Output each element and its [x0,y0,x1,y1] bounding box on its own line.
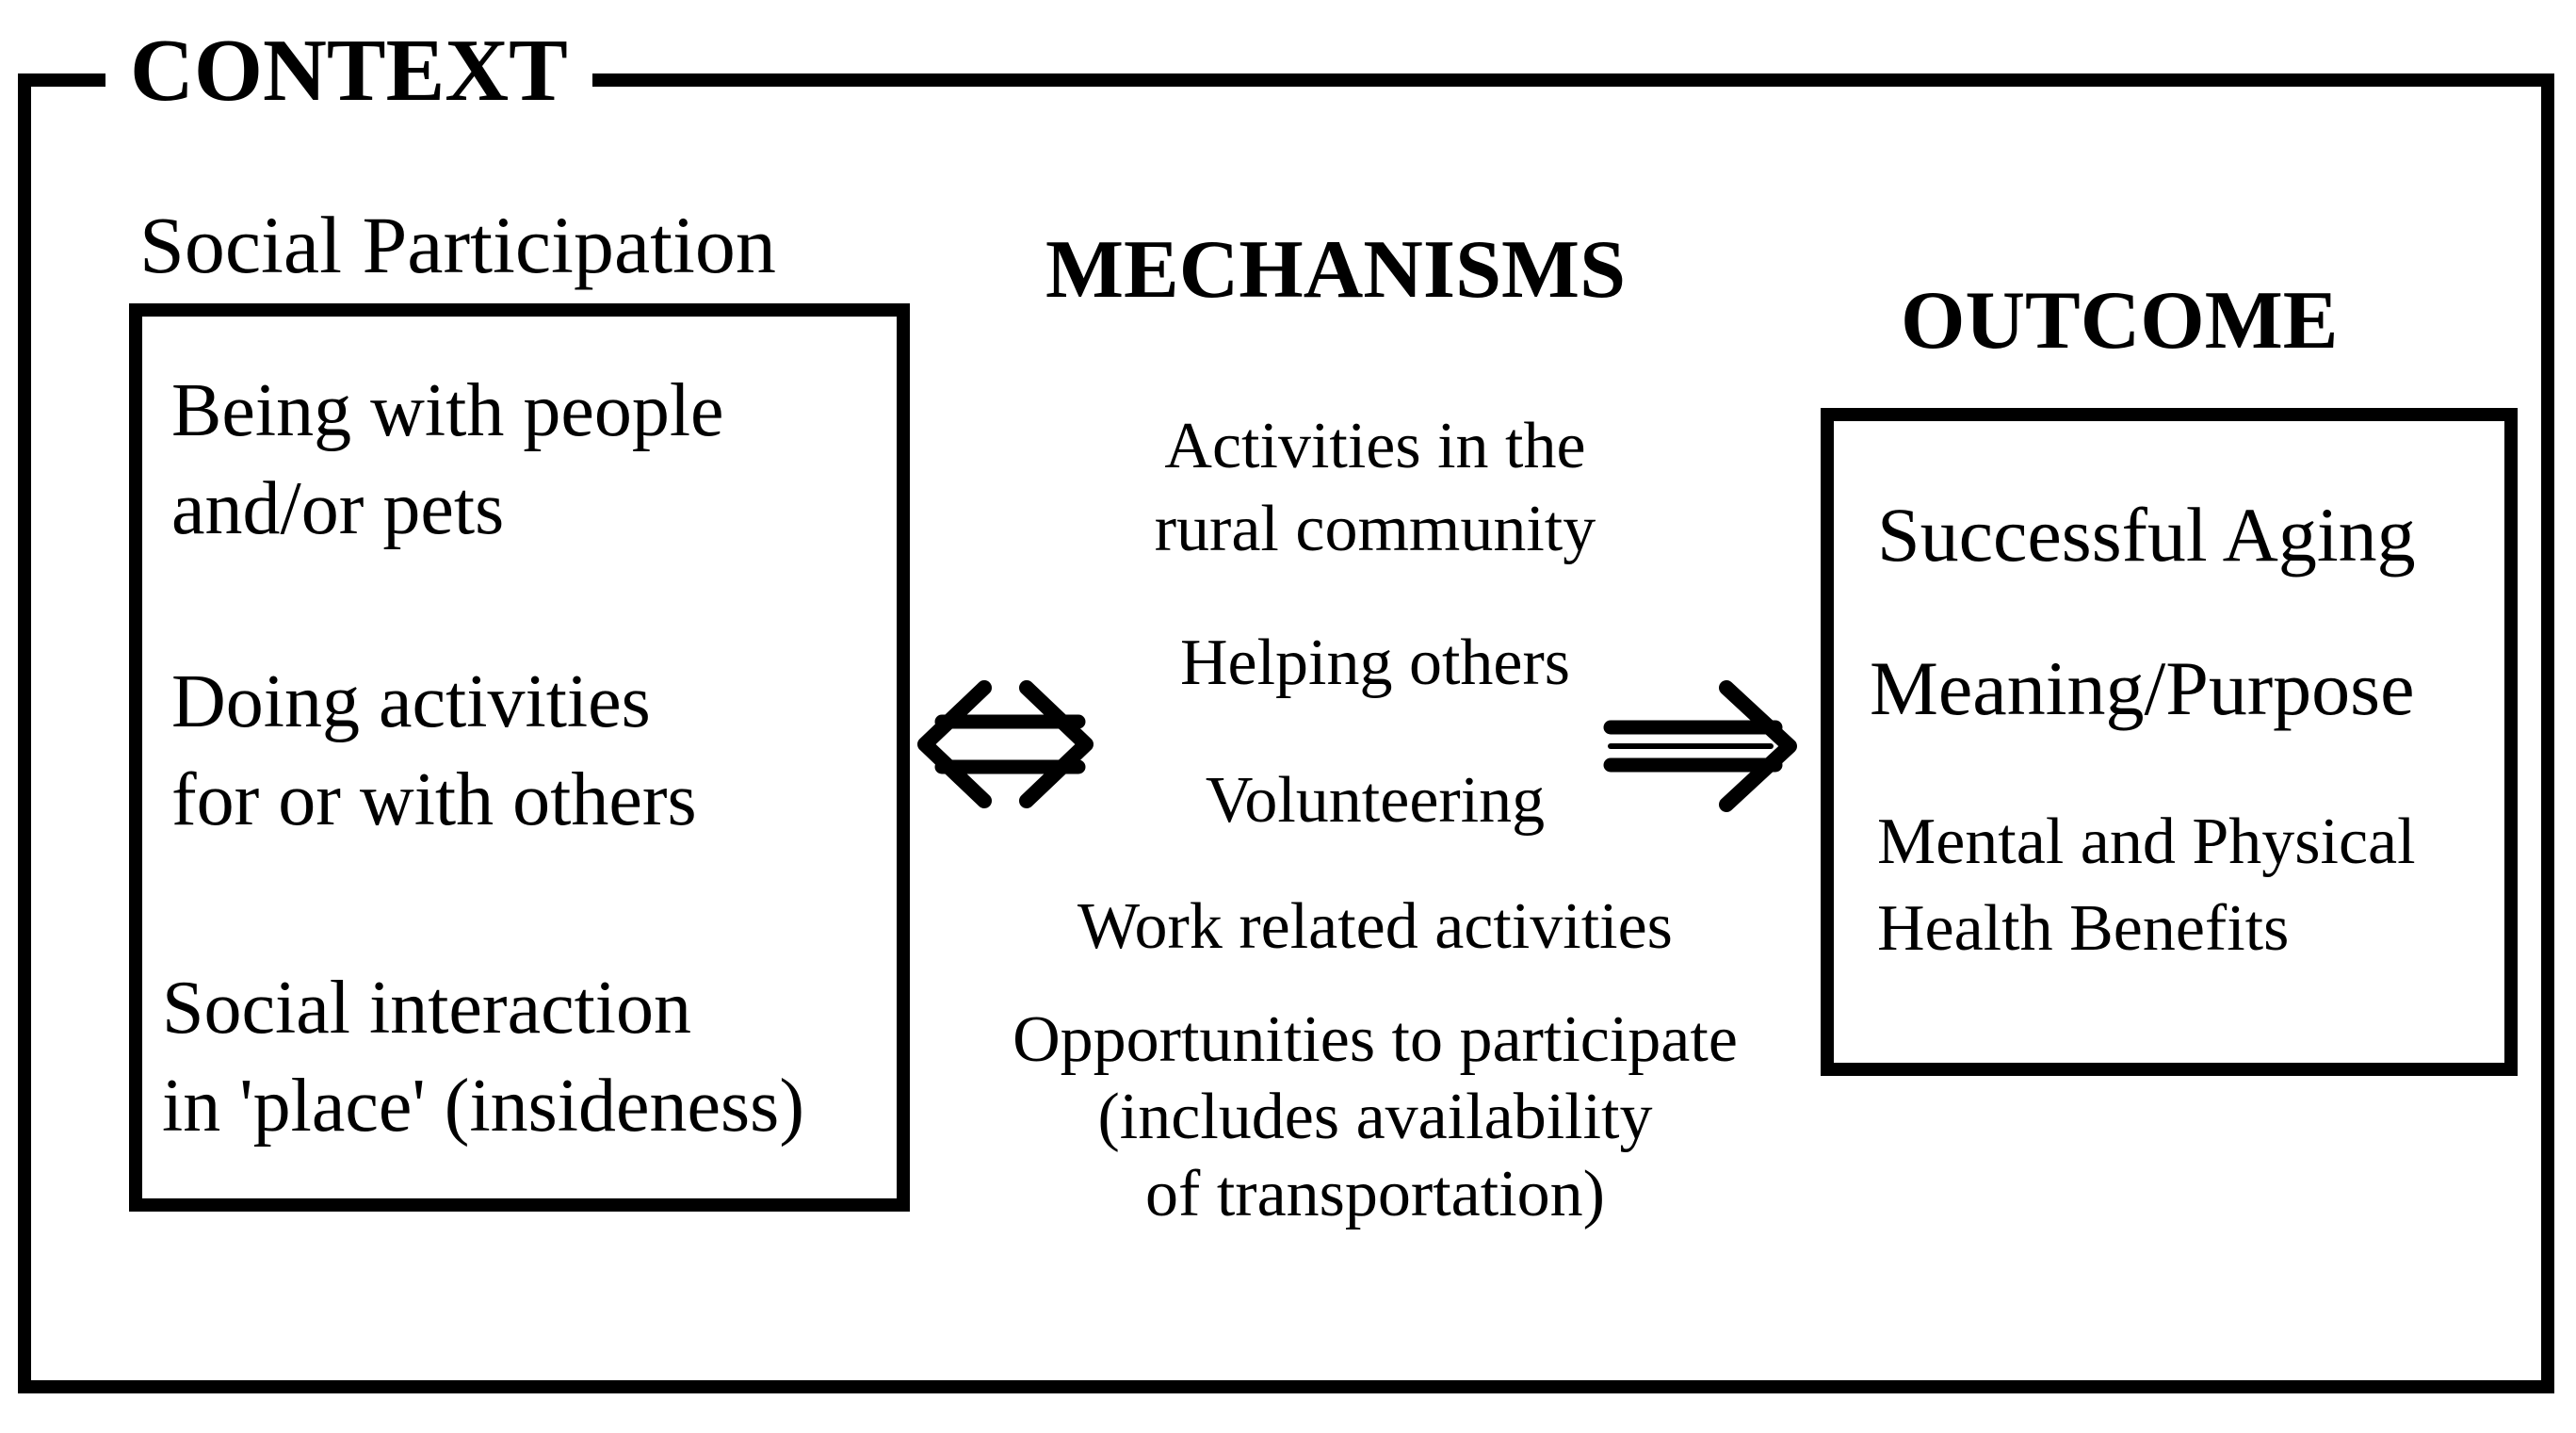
bidirectional-arrow-icon [925,688,1086,801]
outcome-title: OUTCOME [1901,275,2339,366]
right-arrow-icon [1611,688,1790,805]
mechanism-item-helping-others: Helping others [1179,627,1571,699]
sp-item-being-with-people: Being with people and/or pets [171,369,724,550]
outcome-item-meaning-purpose: Meaning/Purpose [1870,645,2415,731]
outcome-item-successful-aging: Successful Aging [1877,492,2416,578]
mechanism-item-work-related: Work related activities [1077,890,1673,963]
sp-item-doing-activities: Doing activities for or with others [171,660,697,841]
mechanisms-title: MECHANISMS [1045,224,1627,316]
outcome-item-health-benefits: Mental and Physical Health Benefits [1877,806,2416,965]
sp-item-social-interaction: Social interaction in 'place' (insideness) [162,967,804,1148]
social-participation-title: Social Participation [139,200,776,290]
mechanism-item-volunteering: Volunteering [1205,764,1546,837]
context-label: CONTEXT [105,19,592,122]
mechanism-item-opportunities: Opportunities to participate (includes availability of transportation) [1013,1003,1738,1230]
mechanism-item-rural-activities: Activities in the rural community [1154,410,1596,565]
